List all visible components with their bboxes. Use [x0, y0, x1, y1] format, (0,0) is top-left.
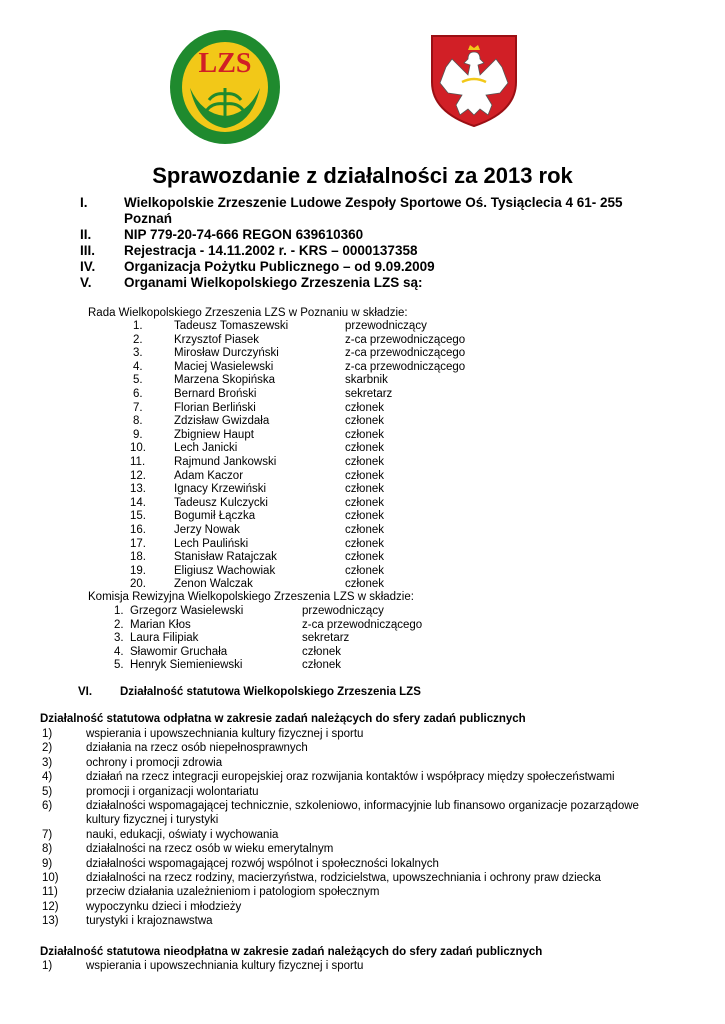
rada-member-row [0, 320, 725, 334]
item-text: działalności wspomagającej technicznie, szkoleniowo, informacyjnie lub finansowo organizacje pozarządowe [86, 800, 639, 812]
section-text: Rejestracja - 14.11.2002 r. - KRS – 0000137358 [124, 243, 418, 258]
member-name: Rajmund Jankowski [174, 456, 277, 468]
member-number: 4. [133, 360, 143, 373]
page-title: Sprawozdanie z działalności za 2013 rok [152, 163, 573, 188]
rada-member-row [0, 456, 725, 470]
member-name: Zdzisław Gwizdała [174, 415, 270, 428]
item-number: 10) [42, 872, 59, 884]
member-name: Bogumił Łączka [174, 510, 256, 523]
item-text: przeciw działania uzależnieniom i patologiom społecznym [86, 886, 380, 899]
member-name: Marzena Skopińska [174, 374, 275, 387]
member-role: członek [345, 524, 384, 536]
rada-member-row [0, 483, 725, 497]
member-number: 3. [114, 632, 124, 645]
rada-member-row [0, 565, 725, 579]
section-number: III. [80, 243, 96, 258]
member-role: członek [345, 564, 384, 577]
section-number: II. [80, 227, 92, 242]
rada-member-row [0, 510, 725, 524]
rada-member-row [0, 442, 725, 456]
rada-member-row [0, 497, 725, 511]
member-number: 1. [114, 605, 124, 617]
member-number: 1. [133, 320, 143, 332]
rada-member-row [0, 538, 725, 552]
item-text: wspierania i upowszechniania kultury fizycznej i sportu [86, 728, 364, 740]
rada-member-row [0, 402, 725, 416]
member-role: członek [302, 659, 341, 672]
odplatna-item [0, 857, 725, 871]
item-number: 1) [42, 728, 53, 740]
item-number: 11) [42, 886, 58, 899]
item-number: 9) [42, 857, 53, 870]
member-number: 17. [130, 537, 146, 550]
rada-member-row [0, 470, 725, 484]
member-number: 16. [130, 524, 146, 536]
odplatna-heading: Działalność statutowa odpłatna w zakresie zadań należących do sfery zadań publicznych [40, 713, 526, 725]
item-text: turystyki i krajoznawstwa [86, 915, 213, 928]
member-role: z-ca przewodniczącego [345, 360, 466, 373]
item-number: 4) [42, 771, 53, 784]
member-number: 4. [114, 645, 124, 658]
item-text: promocji i organizacji wolontariatu [86, 785, 259, 798]
member-name: Adam Kaczor [174, 469, 244, 482]
item-number: 2) [42, 742, 53, 755]
odplatna-item [0, 799, 725, 828]
member-role: przewodniczący [302, 605, 384, 617]
member-role: z-ca przewodniczącego [345, 333, 466, 346]
member-number: 19. [130, 564, 146, 577]
member-number: 9. [133, 428, 143, 441]
item-text: działania na rzecz osób niepełnosprawnych [86, 742, 308, 755]
odplatna-item [0, 914, 725, 928]
member-name: Marian Kłos [130, 618, 191, 631]
rada-member-row [0, 429, 725, 443]
rada-member-row [0, 551, 725, 565]
member-number: 2. [133, 333, 143, 346]
rada-heading: Rada Wielkopolskiego Zrzeszenia LZS w Poznaniu w składzie: [88, 307, 408, 319]
komisja-heading: Komisja Rewizyjna Wielkopolskiego Zrzeszenia LZS w składzie: [88, 591, 414, 603]
member-name: Stanisław Ratajczak [174, 551, 277, 564]
item-text: działalności na rzecz rodziny, macierzyństwa, rodzicielstwa, upowszechniania i ochrony praw dziecka [86, 872, 601, 884]
rada-member-row [0, 388, 725, 402]
odplatna-item [0, 756, 725, 770]
member-number: 20. [130, 578, 146, 591]
item-text: ochrony i promocji zdrowia [86, 756, 223, 769]
member-role: sekretarz [345, 388, 393, 400]
member-name: Krzysztof Piasek [174, 333, 259, 346]
rada-member-row [0, 415, 725, 429]
rada-member-row [0, 361, 725, 375]
item-text: wypoczynku dzieci i młodzieży [86, 900, 242, 913]
rada-member-row [0, 578, 725, 592]
member-number: 3. [133, 347, 143, 360]
member-number: 7. [133, 401, 143, 414]
section-vi-title: Działalność statutowa Wielkopolskiego Zrzeszenia LZS [120, 686, 421, 698]
member-number: 12. [130, 469, 146, 482]
odplatna-item [0, 770, 725, 784]
section-text: Poznań [124, 211, 173, 226]
section-text: Organami Wielkopolskiego Zrzeszenia LZS są: [124, 275, 423, 290]
item-number: 12) [42, 900, 59, 913]
section-number: IV. [80, 259, 96, 274]
section-text: Wielkopolskie Zrzeszenie Ludowe Zespoły Sportowe Oś. Tysiąclecia 4 61- 255 [124, 195, 623, 210]
member-role: członek [345, 551, 384, 564]
member-number: 13. [130, 483, 146, 496]
member-role: członek [345, 469, 384, 482]
item-text: działalności wspomagającej rozwój wspólnot i społeczności lokalnych [86, 857, 439, 870]
member-number: 8. [133, 415, 143, 428]
member-role: przewodniczący [345, 320, 427, 332]
member-name: Henryk Siemieniewski [130, 659, 243, 672]
item-number: 7) [42, 828, 53, 841]
member-role: członek [345, 483, 384, 496]
odplatna-item [0, 900, 725, 914]
item-text: działań na rzecz integracji europejskiej oraz rozwijania kontaktów i współpracy między społeczeństwami [86, 771, 615, 784]
section-vi-number: VI. [78, 686, 93, 698]
odplatna-item [0, 727, 725, 741]
odplatna-item [0, 741, 725, 755]
member-name: Zenon Walczak [174, 578, 253, 591]
odplatna-item [0, 885, 725, 899]
member-role: skarbnik [345, 374, 388, 387]
svg-text:LZS: LZS [198, 48, 252, 79]
item-number: 13) [42, 915, 59, 928]
section-number: V. [80, 275, 92, 290]
member-name: Mirosław Durczyński [174, 347, 279, 360]
member-number: 2. [114, 618, 124, 631]
komisja-member-row [0, 659, 725, 673]
member-name: Laura Filipiak [130, 632, 199, 645]
rada-member-row [0, 524, 725, 538]
section-number: I. [80, 195, 88, 210]
member-number: 18. [130, 551, 146, 564]
item-number: 1) [42, 960, 53, 972]
member-role: członek [345, 510, 384, 523]
member-name: Lech Janicki [174, 442, 238, 455]
odplatna-item [0, 785, 725, 799]
member-number: 5. [114, 659, 124, 672]
member-role: członek [345, 442, 384, 455]
member-role: członek [345, 496, 384, 509]
member-role: członek [345, 456, 384, 468]
member-name: Bernard Broński [174, 388, 257, 400]
member-role: członek [345, 401, 384, 414]
member-number: 10. [130, 442, 146, 455]
item-number: 6) [42, 800, 53, 812]
komisja-member-row [0, 619, 725, 633]
komisja-member-row [0, 646, 725, 660]
member-number: 6. [133, 388, 143, 400]
member-role: członek [345, 578, 384, 591]
nieodplatna-heading: Działalność statutowa nieodpłatna w zakresie zadań należących do sfery zadań publicznych [40, 946, 543, 958]
member-number: 15. [130, 510, 146, 523]
lzs-logo [168, 28, 282, 146]
odplatna-item [0, 828, 725, 842]
item-text: działalności na rzecz osób w wieku emerytalnym [86, 843, 334, 856]
member-role: z-ca przewodniczącego [345, 347, 466, 360]
odplatna-item [0, 871, 725, 885]
member-number: 5. [133, 374, 143, 387]
item-number: 3) [42, 756, 53, 769]
member-role: członek [345, 537, 384, 550]
rada-member-row [0, 374, 725, 388]
komisja-member-row [0, 632, 725, 646]
member-name: Maciej Wasielewski [174, 360, 274, 373]
member-name: Zbigniew Haupt [174, 428, 254, 441]
member-role: sekretarz [302, 632, 350, 645]
member-role: członek [302, 645, 341, 658]
rada-member-row [0, 334, 725, 348]
komisja-member-row [0, 605, 725, 619]
member-name: Florian Berliński [174, 401, 256, 414]
member-name: Lech Pauliński [174, 537, 249, 550]
member-role: członek [345, 415, 384, 428]
item-number: 5) [42, 785, 53, 798]
odplatna-item [0, 842, 725, 856]
rada-member-row [0, 347, 725, 361]
member-name: Sławomir Gruchała [130, 645, 228, 658]
nieodplatna-item [0, 959, 725, 973]
section-text: NIP 779-20-74-666 REGON 639610360 [124, 227, 364, 242]
member-number: 11. [130, 456, 146, 468]
member-name: Tadeusz Tomaszewski [174, 320, 289, 332]
member-name: Eligiusz Wachowiak [174, 564, 276, 577]
member-number: 14. [130, 496, 146, 509]
member-name: Grzegorz Wasielewski [130, 605, 244, 617]
item-text: kultury fizycznej i turystyki [86, 814, 219, 827]
member-name: Tadeusz Kulczycki [174, 496, 268, 509]
item-text: nauki, edukacji, oświaty i wychowania [86, 828, 279, 841]
eagle-coat-of-arms [428, 32, 520, 128]
member-name: Ignacy Krzewiński [174, 483, 267, 496]
member-role: z-ca przewodniczącego [302, 618, 423, 631]
item-text: wspierania i upowszechniania kultury fizycznej i sportu [86, 960, 364, 972]
item-number: 8) [42, 843, 53, 856]
section-text: Organizacja Pożytku Publicznego – od 9.09.2009 [124, 259, 435, 274]
member-role: członek [345, 428, 384, 441]
member-name: Jerzy Nowak [174, 524, 240, 536]
